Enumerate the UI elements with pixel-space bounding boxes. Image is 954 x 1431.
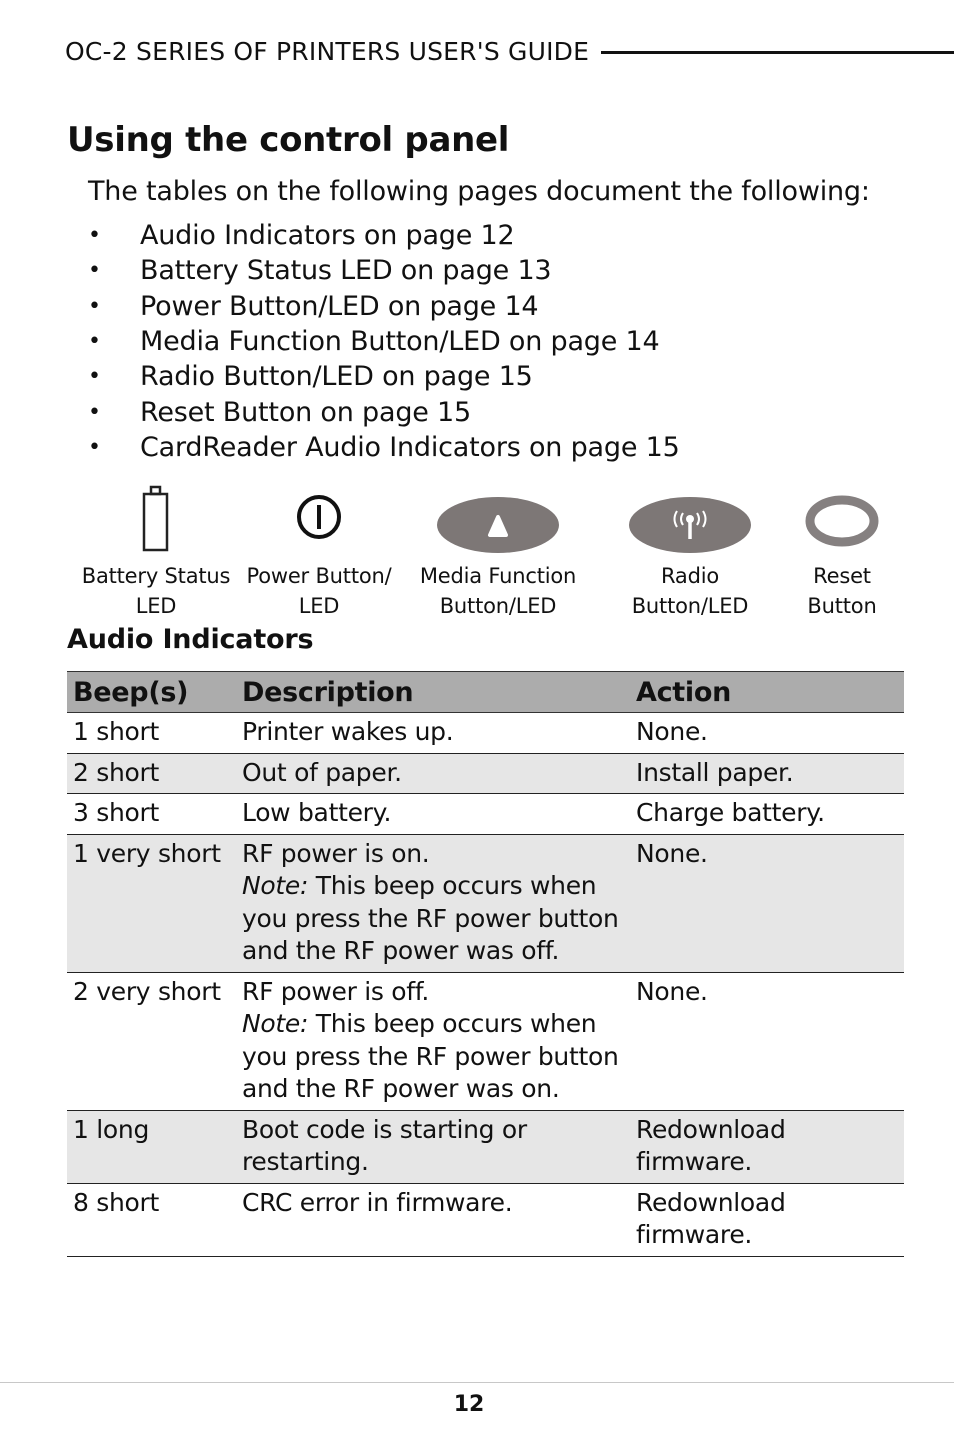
description-cell <box>236 972 630 1110</box>
beep-cell: 8 short <box>67 1183 236 1256</box>
beep-cell: 1 short <box>67 713 236 754</box>
description-cell <box>236 753 630 794</box>
reset-icon <box>802 485 882 553</box>
description-cell <box>236 713 630 754</box>
list-item-text: Battery Status LED on page 13 <box>140 255 552 287</box>
list-item <box>88 359 680 394</box>
table-title: Audio Indicators <box>67 624 314 655</box>
footer-rule <box>0 1382 954 1383</box>
power-icon <box>294 485 344 553</box>
description-text: Printer wakes up. <box>242 717 454 746</box>
bullet: • <box>88 223 101 249</box>
table-row <box>67 834 904 972</box>
description-text: Boot code is starting or restarting. <box>242 1114 527 1176</box>
column-header-description: Description <box>236 672 630 713</box>
note-text: This beep occurs when you press the RF power button and the RF power was on. <box>242 1009 619 1103</box>
list-item <box>88 394 680 429</box>
action-cell: None. <box>630 972 904 1110</box>
note-label: Note: <box>242 1009 309 1038</box>
beep-cell: 2 very short <box>67 972 236 1110</box>
list-item-text: CardReader Audio Indicators on page 15 <box>140 431 680 463</box>
radio-control <box>622 483 758 621</box>
list-item <box>88 253 680 288</box>
media-function-control <box>414 483 582 621</box>
reset-control <box>782 483 902 621</box>
description-text: Out of paper. <box>242 757 402 787</box>
action-cell: Redownload firmware. <box>630 1110 904 1183</box>
column-header-action: Action <box>630 672 904 713</box>
beep-cell: 2 short <box>67 753 236 794</box>
description-text: Low battery. <box>242 798 392 827</box>
list-item <box>88 324 680 359</box>
page-number: 12 <box>453 1392 485 1417</box>
description-text: RF power is off. <box>242 976 430 1006</box>
battery-icon <box>141 485 171 553</box>
list-item-text: Radio Button/LED on page 15 <box>140 361 533 393</box>
beep-cell: 1 very short <box>67 834 236 972</box>
list-item-text: Audio Indicators on page 12 <box>140 220 515 252</box>
radio-icon <box>628 485 752 553</box>
bullet: • <box>88 434 101 460</box>
running-header <box>65 33 954 69</box>
table-row <box>67 753 904 794</box>
bullet: • <box>88 399 101 425</box>
media-function-icon <box>436 485 560 553</box>
table-header-row <box>67 672 904 713</box>
description-cell <box>236 1183 630 1256</box>
bullet: • <box>88 293 101 319</box>
list-item <box>88 430 680 465</box>
topic-list <box>88 218 680 465</box>
bullet: • <box>88 364 101 390</box>
column-header-beeps: Beep(s) <box>67 672 236 713</box>
action-cell: Charge battery. <box>630 794 904 835</box>
description-text: RF power is on. <box>242 838 430 868</box>
radio-label: Radio Button/LED <box>631 564 749 618</box>
description-cell <box>236 1110 630 1183</box>
action-cell: None. <box>630 713 904 754</box>
table-row <box>67 713 904 754</box>
section-title: Using the control panel <box>67 120 510 160</box>
power-label: Power Button/ LED <box>246 564 392 618</box>
header-rule <box>601 51 954 54</box>
list-item-text: Power Button/LED on page 14 <box>140 290 539 322</box>
description-cell <box>236 794 630 835</box>
table-row <box>67 1110 904 1183</box>
running-header-title: OC-2 SERIES OF PRINTERS USER'S GUIDE <box>65 36 590 66</box>
battery-status-label: Battery Status LED <box>81 564 231 618</box>
table-row <box>67 794 904 835</box>
battery-status-control <box>80 483 232 621</box>
reset-label: Reset Button <box>807 564 877 618</box>
bullet: • <box>88 329 101 355</box>
audio-indicators-table <box>67 671 904 1257</box>
description-cell <box>236 834 630 972</box>
list-item-text: Reset Button on page 15 <box>140 396 472 428</box>
table-row <box>67 972 904 1110</box>
action-cell: Install paper. <box>630 753 904 794</box>
note-text: This beep occurs when you press the RF power button and the RF power was off. <box>242 871 619 965</box>
bullet: • <box>88 258 101 284</box>
intro-text: The tables on the following pages document the following: <box>88 176 870 207</box>
list-item <box>88 218 680 253</box>
action-cell: None. <box>630 834 904 972</box>
description-text: CRC error in firmware. <box>242 1187 513 1217</box>
list-item <box>88 289 680 324</box>
beep-cell: 1 long <box>67 1110 236 1183</box>
beep-cell: 3 short <box>67 794 236 835</box>
power-control <box>241 483 397 621</box>
action-cell: Redownload firmware. <box>630 1183 904 1256</box>
table-row <box>67 1183 904 1256</box>
media-function-label: Media Function Button/LED <box>419 564 577 618</box>
list-item-text: Media Function Button/LED on page 14 <box>140 326 660 358</box>
control-icons <box>0 483 954 623</box>
note-label: Note: <box>242 871 309 900</box>
